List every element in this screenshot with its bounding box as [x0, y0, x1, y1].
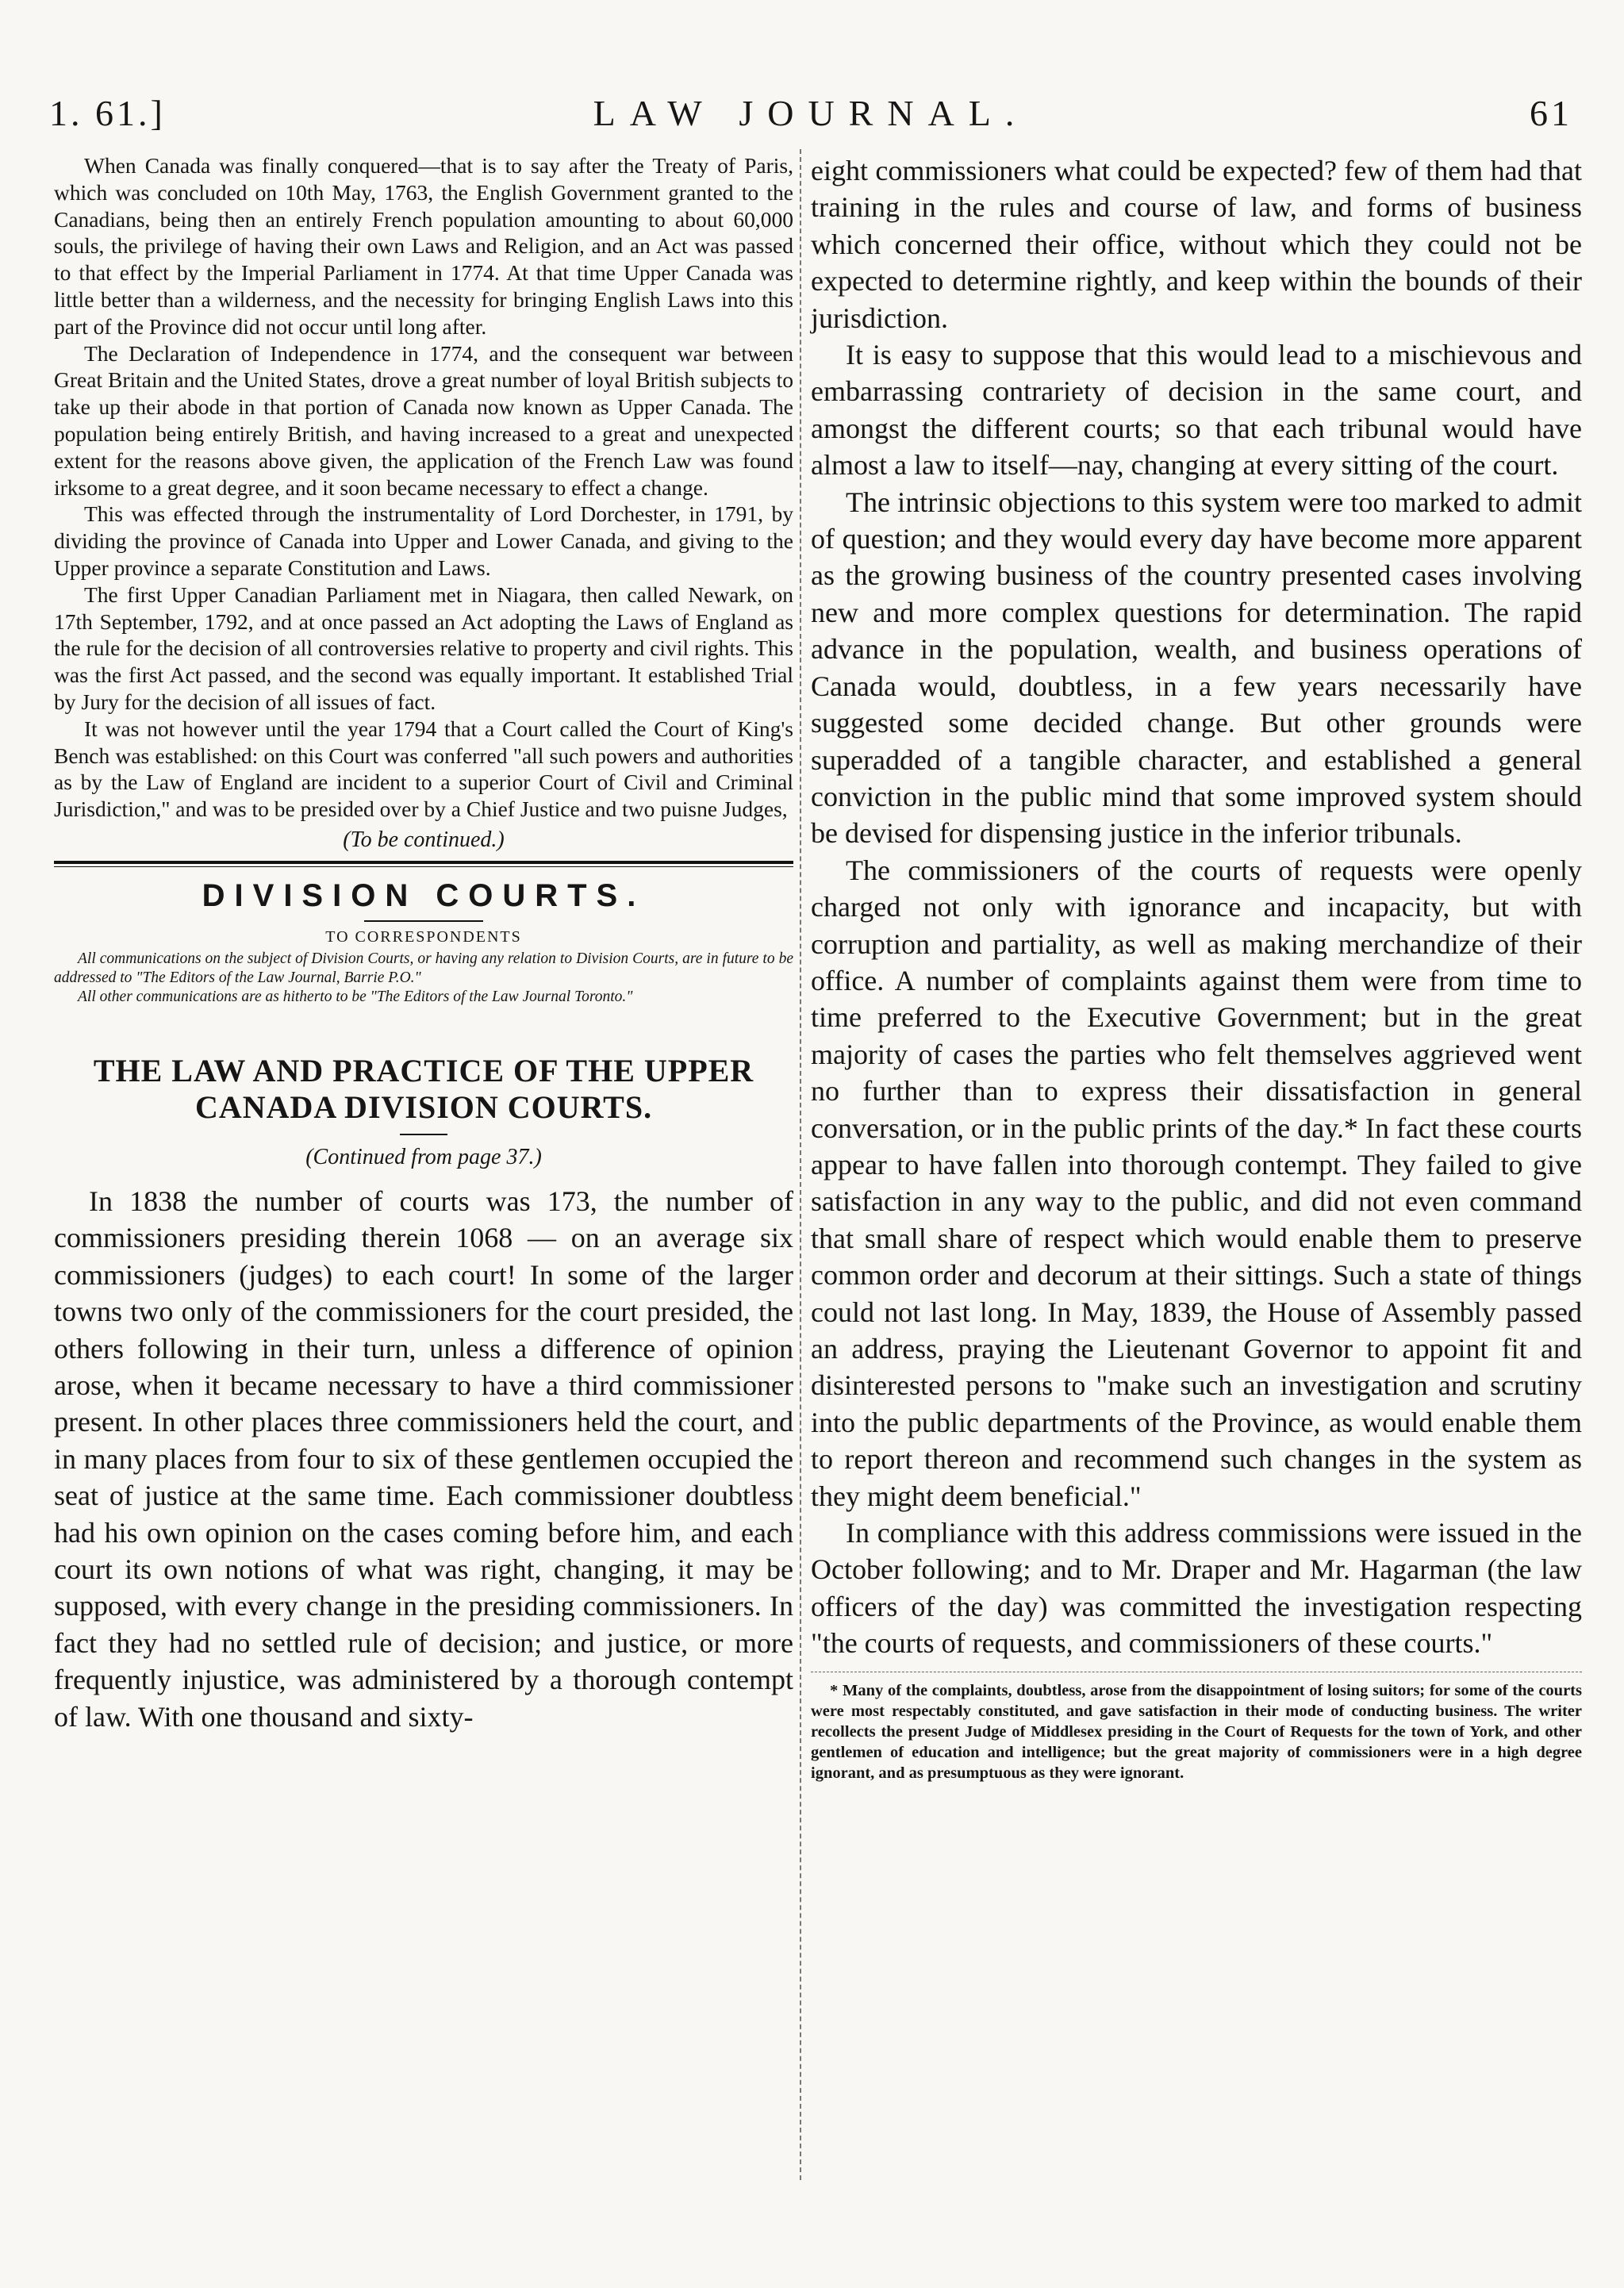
header-volume: 1. 61.]	[49, 93, 166, 133]
paragraph: When Canada was finally conquered—that is to say after the Treaty of Paris, which was concluded on 10th May, 1763, the English Government granted to the Canadians, being then an entirely French population amounting to about 60,000 souls, the privilege of having their own Laws and Religion, and an Act was passed to that effect by the Imperial Parliament in 1774. At that time Upper Canada was little better than a wilderness, and the necessity for bringing English Laws into this part of the Province did not occur until long after.	[54, 153, 793, 339]
article-paragraph: In 1838 the number of courts was 173, the number of commissioners presiding therein 1068 — on an average six commissioners (judges) to each court! In some of the larger towns two only of the commissioners for the court presided, the others following in their turn, unless a difference of opinion arose, when it became necessary to have a third commissioner present. In other places three commissioners held the court, and in many places from four to six of these gentlemen occupied the seat of justice at the same time. Each commissioner doubtless had his own opinion on the cases coming before him, and each court its own notions of what was right, changing, it may be supposed, with every change in the presiding commissioners. In fact they had no settled rule of decision; and justice, or more frequently injustice, was administered by a thorough contempt of law. With one thousand and sixty-	[54, 1184, 793, 1733]
article-paragraph: The commissioners of the courts of requests were openly charged not only with ignorance and incapacity, but with corruption and partiality, as well as making merchandize of their office. A number of complaints against them were from time to time preferred to the Executive Government; but in the great majority of cases the parties who felt themselves aggrieved went no further than to express their dissatisfaction in general conversation, or in the public prints of the day.* In fact these courts appear to have fallen into thorough contempt. They failed to give satisfaction in any way to the public, and did not even command that small share of respect which would enable them to preserve common order and decorum at their sittings. Such a state of things could not last long. In May, 1839, the House of Assembly passed an address, praying the Lieutenant Governor to appoint fit and disinterested persons to "make such an investigation and scrutiny into the public departments of the Province, as would enable them to report thereon and recommend such changes in the system as they might deem beneficial."	[811, 854, 1582, 1512]
article-title: THE LAW AND PRACTICE OF THE UPPER CANADA DIVISION COURTS.	[93, 1052, 754, 1125]
article-paragraph: In compliance with this address commissions were issued in the October following; and to Mr. Draper and Mr. Hagarman (the law officers of the day) was committed the investigation respecting "the courts of requests, and commissioners of these courts."	[811, 1517, 1582, 1660]
article-paragraph: The intrinsic objections to this system were too marked to admit of question; and they would every day have become more apparent as the growing business of the country presented cases involving new and more complex questions for determination. The rapid advance in the population, wealth, and business operations of Canada would, doubtless, in a few years necessarily have suggested some decided change. But other grounds were superadded of a tangible character, and established a general conviction in the public mind that some improved system should be devised for dispensing justice in the inferior tribunals.	[811, 486, 1582, 850]
column-divider	[800, 149, 801, 2180]
paragraph: It was not however until the year 1794 that a Court called the Court of King's Bench was established: on this Court was conferred "all such powers and authorities as by the Law of England are incident to a superior Court of Civil and Criminal Jurisdiction," and was to be presided over by a Chief Justice and two puisne Judges,	[54, 716, 793, 822]
right-column	[811, 152, 1582, 1783]
article-paragraph: It is easy to suppose that this would lead to a mischievous and embarrassing contrariety of decision in the same court, and amongst the different courts; so that each tribunal would have almost a law to itself—nay, changing at every sitting of the court.	[811, 339, 1582, 482]
correspondents-heading: TO CORRESPONDENTS	[325, 927, 522, 946]
paragraph: The Declaration of Independence in 1774, and the consequent war between Great Britain and the United States, drove a great number of loyal British subjects to take up their abode in that portion of Canada now known as Upper Canada. The population being entirely British, and having increased to a great and unexpected extent for the reasons above given, the application of the French Law was found irksome to a great degree, and it soon became necessary to effect a change.	[54, 340, 793, 500]
to-be-continued: (To be continued.)	[343, 827, 505, 852]
footnote: * Many of the complaints, doubtless, arose from the disappointment of losing suitors; for some of the courts were most respectably constituted, and gave satisfaction in their mode of conducting business. The writer recollects the present Judge of Middlesex presiding in the Court of Requests for the town of York, and other gentlemen of education and intelligence; but the great majority of commissioners were in a high degree ignorant, and as presumptuous as they were ignorant.	[811, 1681, 1582, 1782]
section-title: DIVISION COURTS.	[202, 877, 646, 913]
page-number: 61	[1530, 93, 1572, 133]
paragraph: This was effected through the instrumentality of Lord Dorchester, in 1791, by dividing the province of Canada into Upper and Lower Canada, and giving to the Upper province a separate Constitution and Laws.	[54, 501, 793, 580]
article-paragraph: eight commissioners what could be expected? few of them had that training in the rules and course of law, and forms of business which concerned their office, without which they could not be expected to determine rightly, and keep within the bounds of their jurisdiction.	[811, 155, 1582, 334]
short-rule	[400, 1134, 447, 1135]
page-header	[49, 92, 1572, 136]
short-rule	[364, 920, 483, 922]
left-column	[54, 152, 793, 1735]
correspondents-note: All communications on the subject of Division Courts, or having any relation to Division Courts, are in future to be addressed to "The Editors of the Law Journal, Barrie P.O."	[54, 950, 793, 986]
paragraph: The first Upper Canadian Parliament met in Niagara, then called Newark, on 17th September, 1792, and at once passed an Act adopting the Laws of England as the rule for the decision of all controversies relative to property and civil rights. This was the first Act passed, and the second was equally important. It established Trial by Jury for the decision of all issues of fact.	[54, 582, 793, 714]
continued-from: (Continued from page 37.)	[305, 1144, 542, 1169]
correspondents-note: All other communications are as hitherto to be "The Editors of the Law Journal Toronto."	[78, 988, 633, 1005]
section-rule	[54, 866, 793, 867]
section-rule	[54, 861, 793, 864]
journal-title: LAW JOURNAL.	[593, 93, 1029, 133]
